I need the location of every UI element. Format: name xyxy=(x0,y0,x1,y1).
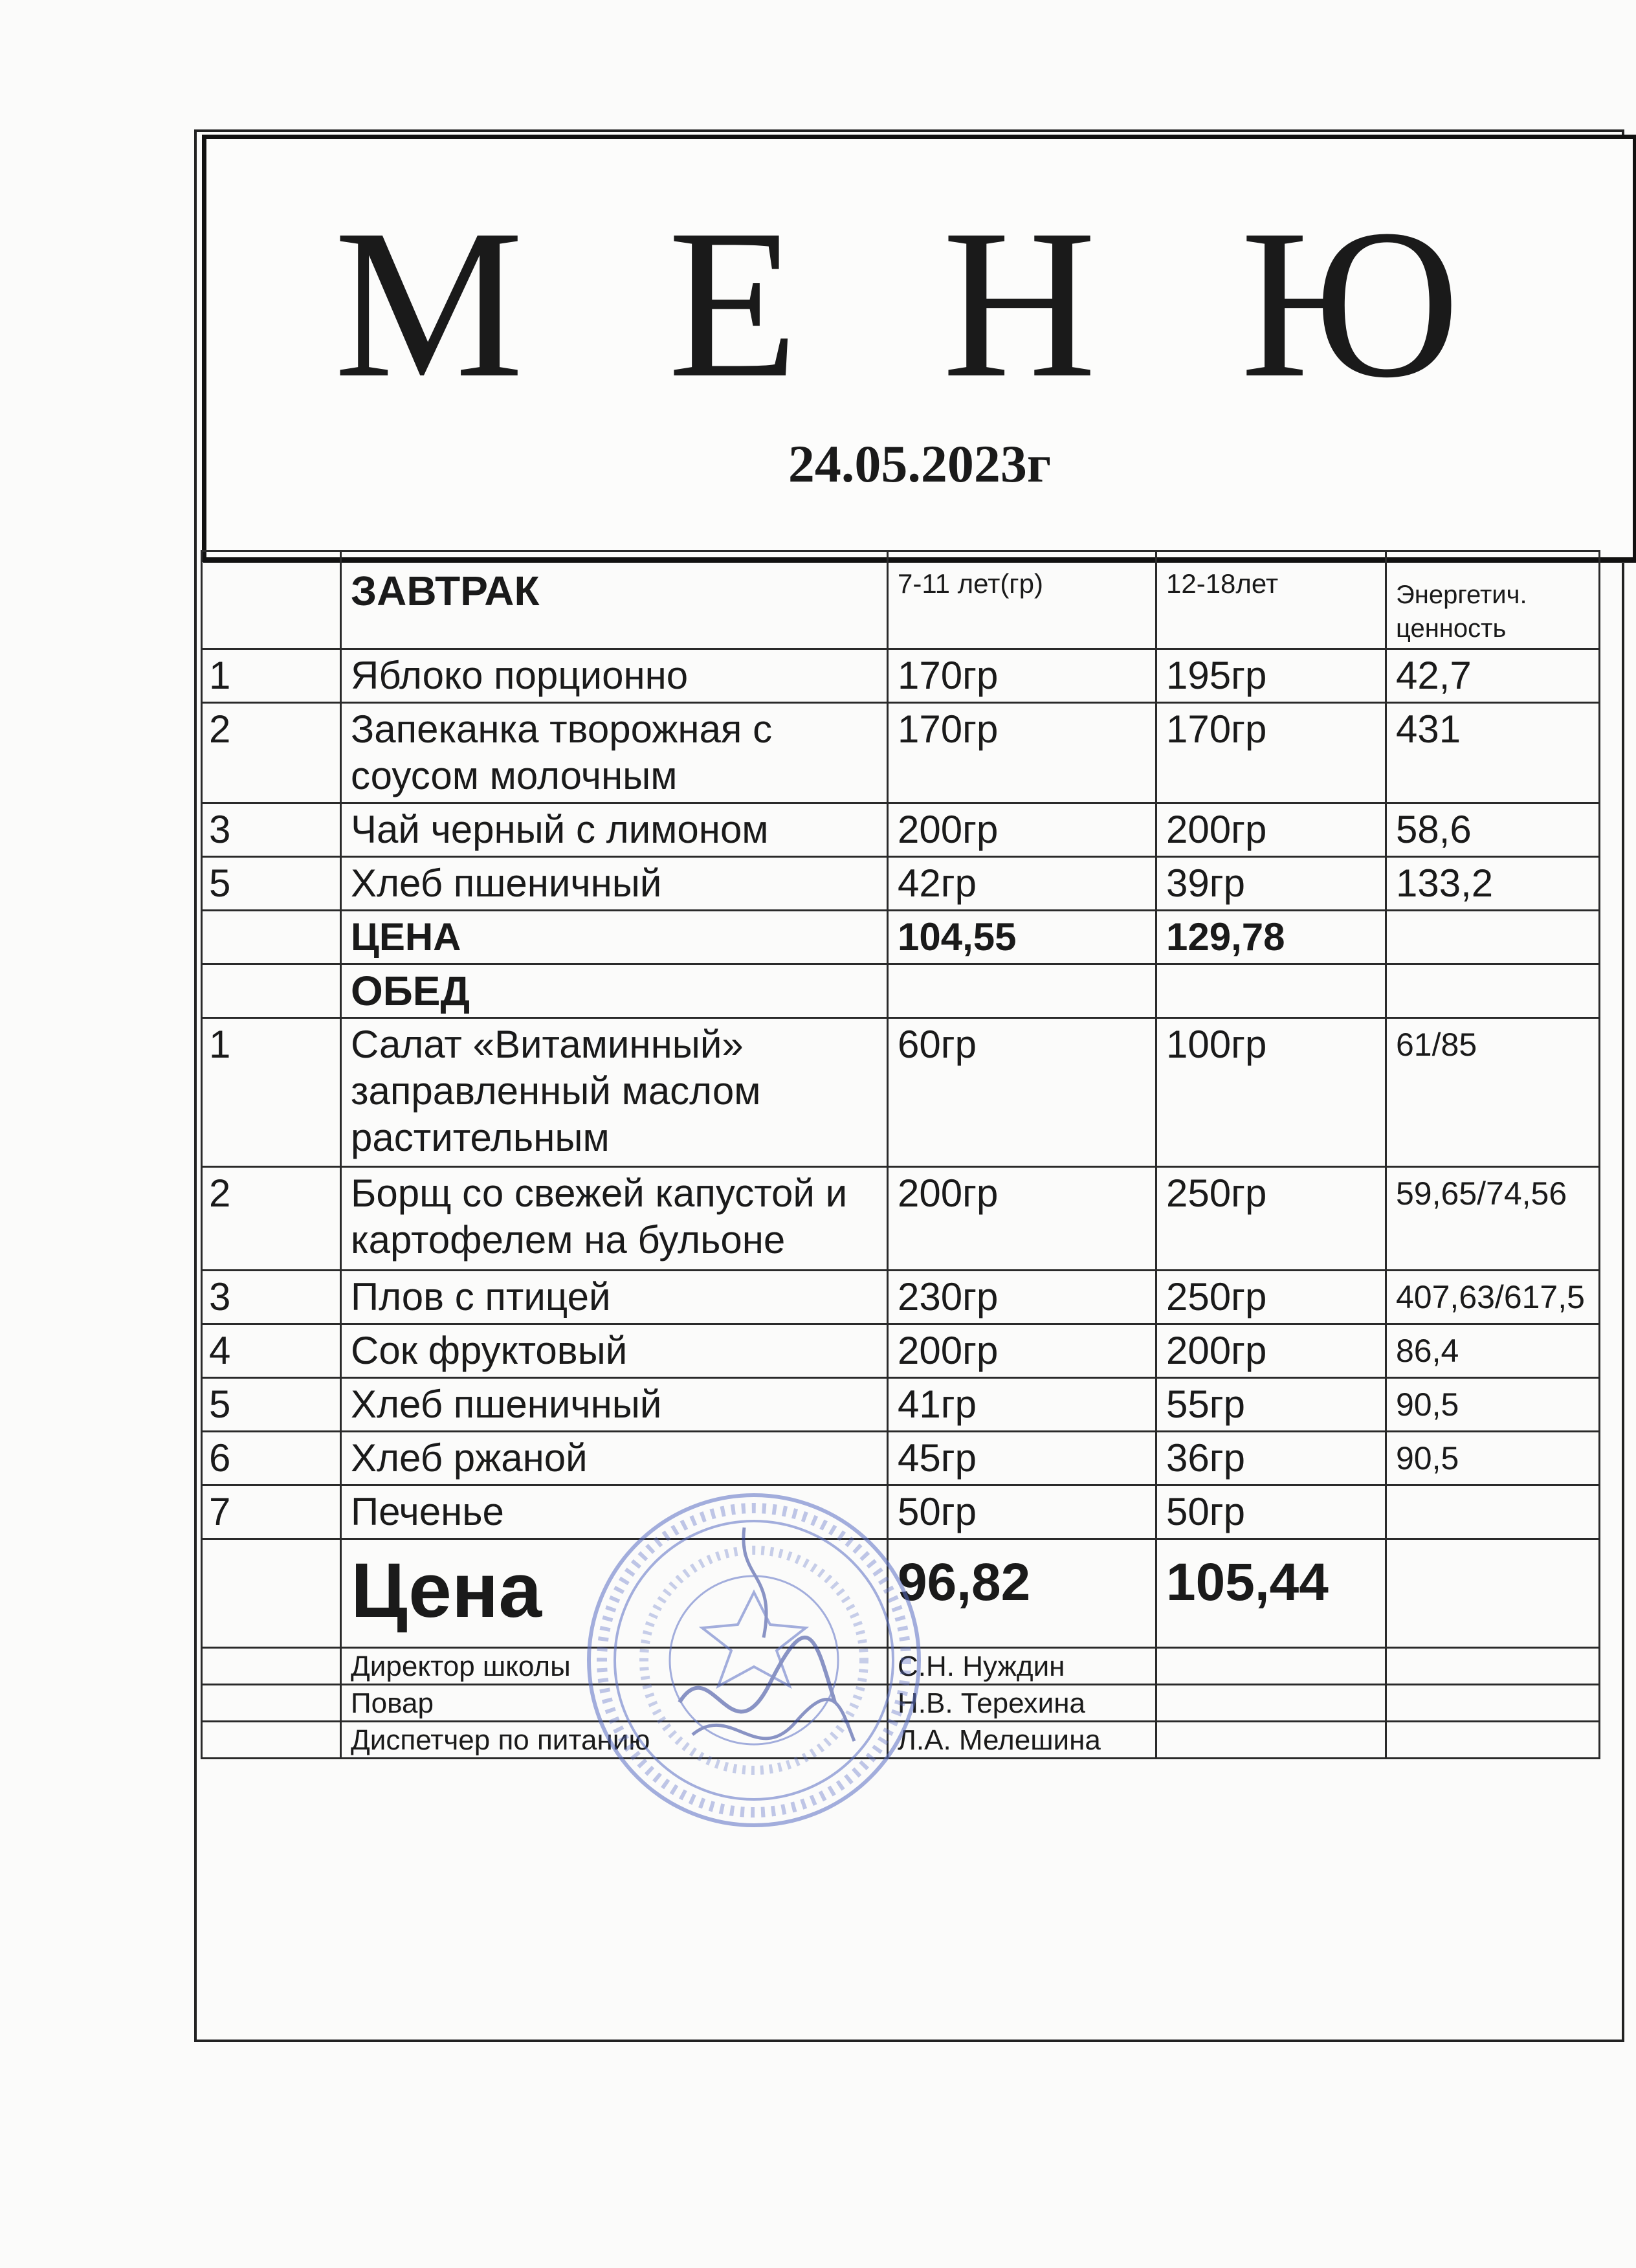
breakfast-price-row xyxy=(202,911,1600,964)
dish-name: Запеканка творожная с соусом молочным xyxy=(341,703,888,803)
menu-date: 24.05.2023г xyxy=(788,434,1052,493)
empty-cell xyxy=(202,964,341,1018)
table-row xyxy=(202,1378,1600,1432)
energy-value: 86,4 xyxy=(1386,1324,1600,1378)
portion-12-18: 170гр xyxy=(1156,703,1386,803)
table-row xyxy=(202,1324,1600,1378)
empty-cell xyxy=(202,1685,341,1722)
energy-value: 133,2 xyxy=(1386,857,1600,911)
portion-7-11: 42гр xyxy=(888,857,1156,911)
portion-7-11: 41гр xyxy=(888,1378,1156,1432)
energy-value: 90,5 xyxy=(1386,1432,1600,1485)
portion-12-18: 200гр xyxy=(1156,803,1386,857)
empty-cell xyxy=(888,964,1156,1018)
age-7-11-header: 7-11 лет(гр) xyxy=(888,551,1156,649)
empty-cell xyxy=(1156,1648,1386,1685)
row-number: 5 xyxy=(202,1378,341,1432)
portion-12-18: 250гр xyxy=(1156,1167,1386,1271)
portion-12-18: 195гр xyxy=(1156,649,1386,703)
dish-name: Плов с птицей xyxy=(341,1271,888,1324)
signature-role: Директор школы xyxy=(341,1648,888,1685)
empty-cell xyxy=(202,1722,341,1759)
row-number: 2 xyxy=(202,703,341,803)
energy-header: Энергетич. ценность xyxy=(1386,551,1600,649)
table-row xyxy=(202,857,1600,911)
breakfast-price-12-18: 129,78 xyxy=(1156,911,1386,964)
energy-value: 59,65/74,56 xyxy=(1386,1167,1600,1271)
portion-7-11: 45гр xyxy=(888,1432,1156,1485)
portion-7-11: 50гр xyxy=(888,1485,1156,1539)
stamp-seal-icon xyxy=(582,1489,925,1832)
header-num-cell xyxy=(202,551,341,649)
signature-role: Диспетчер по питанию xyxy=(341,1722,888,1759)
empty-cell xyxy=(202,911,341,964)
empty-cell xyxy=(202,1539,341,1648)
energy-value: 431 xyxy=(1386,703,1600,803)
signature-name: Л.А. Мелешина xyxy=(888,1722,1156,1759)
table-row xyxy=(202,649,1600,703)
portion-7-11: 230гр xyxy=(888,1271,1156,1324)
lunch-heading: ОБЕД xyxy=(341,964,888,1018)
dish-name: Яблоко порционно xyxy=(341,649,888,703)
energy-value: 90,5 xyxy=(1386,1378,1600,1432)
lunch-price-label: Цена xyxy=(341,1539,888,1648)
row-number: 5 xyxy=(202,857,341,911)
energy-value: 407,63/617,5 xyxy=(1386,1271,1600,1324)
breakfast-heading: ЗАВТРАК xyxy=(341,551,888,649)
age-12-18-header: 12-18лет xyxy=(1156,551,1386,649)
row-number: 7 xyxy=(202,1485,341,1539)
empty-cell xyxy=(1386,964,1600,1018)
lunch-price-12-18: 105,44 xyxy=(1156,1539,1386,1648)
table-row xyxy=(202,703,1600,803)
dish-name: Хлеб пшеничный xyxy=(341,1378,888,1432)
empty-cell xyxy=(1156,1685,1386,1722)
table-row xyxy=(202,1167,1600,1271)
dish-name: Хлеб пшеничный xyxy=(341,857,888,911)
table-row xyxy=(202,1271,1600,1324)
energy-value xyxy=(1386,1485,1600,1539)
portion-12-18: 100гр xyxy=(1156,1018,1386,1167)
portion-7-11: 200гр xyxy=(888,1167,1156,1271)
row-number: 3 xyxy=(202,803,341,857)
dish-name: Чай черный с лимоном xyxy=(341,803,888,857)
title-box xyxy=(202,135,1636,562)
row-number: 4 xyxy=(202,1324,341,1378)
empty-cell xyxy=(1386,911,1600,964)
table-row xyxy=(202,1018,1600,1167)
row-number: 6 xyxy=(202,1432,341,1485)
lunch-price-7-11: 96,82 xyxy=(888,1539,1156,1648)
signature-name: С.Н. Нуждин xyxy=(888,1648,1156,1685)
energy-value: 61/85 xyxy=(1386,1018,1600,1167)
empty-cell xyxy=(1156,964,1386,1018)
empty-cell xyxy=(1386,1648,1600,1685)
portion-7-11: 60гр xyxy=(888,1018,1156,1167)
empty-cell xyxy=(1386,1722,1600,1759)
portion-12-18: 200гр xyxy=(1156,1324,1386,1378)
empty-cell xyxy=(1386,1539,1600,1648)
portion-12-18: 36гр xyxy=(1156,1432,1386,1485)
row-number: 3 xyxy=(202,1271,341,1324)
breakfast-price-label: ЦЕНА xyxy=(341,911,888,964)
signature-name: Н.В. Терехина xyxy=(888,1685,1156,1722)
lunch-heading-row xyxy=(202,964,1600,1018)
dish-name: Сок фруктовый xyxy=(341,1324,888,1378)
portion-7-11: 170гр xyxy=(888,649,1156,703)
signature-role: Повар xyxy=(341,1685,888,1722)
portion-12-18: 50гр xyxy=(1156,1485,1386,1539)
energy-value: 42,7 xyxy=(1386,649,1600,703)
breakfast-price-7-11: 104,55 xyxy=(888,911,1156,964)
portion-12-18: 39гр xyxy=(1156,857,1386,911)
dish-name: Салат «Витаминный» заправленный маслом растительным xyxy=(341,1018,888,1167)
page-title: М Е Н Ю xyxy=(334,186,1505,422)
portion-7-11: 200гр xyxy=(888,803,1156,857)
row-number: 2 xyxy=(202,1167,341,1271)
energy-value: 58,6 xyxy=(1386,803,1600,857)
portion-12-18: 250гр xyxy=(1156,1271,1386,1324)
table-row xyxy=(202,803,1600,857)
portion-7-11: 170гр xyxy=(888,703,1156,803)
table-header-row xyxy=(202,551,1600,649)
row-number: 1 xyxy=(202,649,341,703)
portion-12-18: 55гр xyxy=(1156,1378,1386,1432)
empty-cell xyxy=(202,1648,341,1685)
table-row xyxy=(202,1432,1600,1485)
portion-7-11: 200гр xyxy=(888,1324,1156,1378)
empty-cell xyxy=(1386,1685,1600,1722)
empty-cell xyxy=(1156,1722,1386,1759)
dish-name: Хлеб ржаной xyxy=(341,1432,888,1485)
dish-name: Борщ со свежей капустой и картофелем на бульоне xyxy=(341,1167,888,1271)
dish-name: Печенье xyxy=(341,1485,888,1539)
row-number: 1 xyxy=(202,1018,341,1167)
